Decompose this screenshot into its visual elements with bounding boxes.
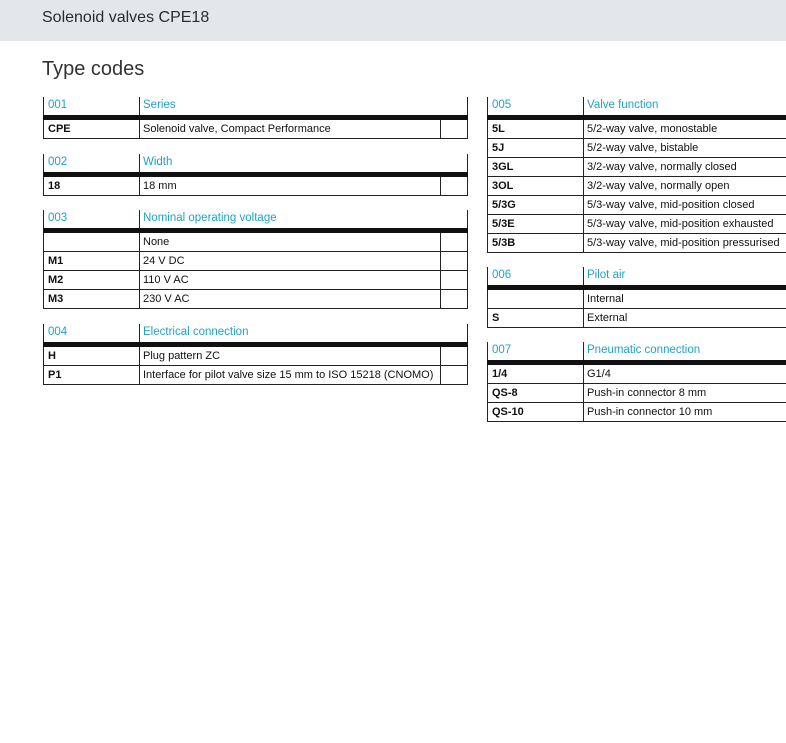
option-description: 18 mm	[143, 180, 177, 192]
option-code: 5/3B	[492, 237, 516, 249]
option-description: 110 V AC	[143, 274, 189, 286]
type-code-row	[487, 384, 786, 403]
option-code: QS-10	[492, 406, 524, 418]
group-header	[487, 267, 786, 285]
option-code: QS-8	[492, 387, 518, 399]
type-code-row	[43, 233, 468, 252]
option-description: 5/3-way valve, mid-position pressurised	[587, 237, 780, 249]
type-code-group-003	[43, 210, 468, 309]
option-code: H	[48, 350, 56, 362]
group-label: Nominal operating voltage	[143, 212, 277, 224]
column-divider	[139, 252, 140, 270]
section-title: Type codes	[42, 58, 145, 80]
type-code-row	[43, 177, 468, 196]
group-code: 006	[492, 269, 512, 281]
column-divider	[583, 196, 584, 214]
group-code: 002	[48, 156, 68, 168]
option-description: G1/4	[587, 368, 611, 380]
option-code: M3	[48, 293, 64, 305]
selection-column-divider	[440, 120, 441, 138]
option-description: 24 V DC	[143, 255, 185, 267]
option-code: 5/3G	[492, 199, 516, 211]
group-header	[487, 97, 786, 115]
option-description: 230 V AC	[143, 293, 190, 305]
option-code: S	[492, 312, 500, 324]
type-code-row	[487, 177, 786, 196]
column-divider	[139, 120, 140, 138]
option-description: 3/2-way valve, normally closed	[587, 161, 737, 173]
column-divider	[583, 120, 584, 138]
option-code: 5J	[492, 142, 505, 154]
option-code: M2	[48, 274, 64, 286]
type-code-row	[43, 366, 468, 385]
type-code-row	[487, 158, 786, 177]
column-divider	[139, 324, 140, 342]
group-code: 004	[48, 326, 68, 338]
group-label: Valve function	[587, 99, 659, 111]
option-code: 18	[48, 180, 61, 192]
selection-column-divider	[440, 366, 441, 384]
type-code-row	[487, 196, 786, 215]
type-code-row	[43, 120, 468, 139]
group-code: 007	[492, 344, 512, 356]
document-title: Solenoid valves CPE18	[42, 9, 210, 26]
column-divider	[583, 158, 584, 176]
type-code-row	[43, 252, 468, 271]
group-code: 001	[48, 99, 68, 111]
column-divider	[583, 290, 584, 308]
group-header	[43, 97, 468, 115]
option-code: P1	[48, 369, 62, 381]
type-code-row	[487, 139, 786, 158]
option-description: Internal	[587, 293, 624, 305]
group-code: 003	[48, 212, 68, 224]
type-code-row	[43, 347, 468, 366]
column-divider	[583, 97, 584, 115]
column-divider	[139, 210, 140, 228]
column-divider	[139, 366, 140, 384]
selection-column-divider	[440, 233, 441, 251]
option-description: Interface for pilot valve size 15 mm to ISO 15218 (CNOMO)	[143, 369, 434, 381]
option-code: 3OL	[492, 180, 514, 192]
group-label: Series	[143, 99, 176, 111]
column-divider	[583, 403, 584, 421]
type-code-row	[487, 403, 786, 422]
option-code: M1	[48, 255, 64, 267]
type-code-group-007	[487, 342, 786, 422]
group-label: Pneumatic connection	[587, 344, 701, 356]
type-code-group-001	[43, 97, 468, 139]
column-divider	[583, 234, 584, 252]
type-code-row	[487, 290, 786, 309]
group-header	[43, 154, 468, 172]
selection-column-divider	[440, 271, 441, 289]
column-divider	[139, 177, 140, 195]
option-description: 5/2-way valve, monostable	[587, 123, 718, 135]
option-code: 5L	[492, 123, 505, 135]
column-divider	[583, 177, 584, 195]
column-divider	[583, 139, 584, 157]
type-code-row	[487, 234, 786, 253]
option-description: 3/2-way valve, normally open	[587, 180, 730, 192]
column-divider	[583, 365, 584, 383]
selection-column-divider	[440, 347, 441, 365]
column-divider	[583, 215, 584, 233]
column-divider	[583, 384, 584, 402]
option-code: 5/3E	[492, 218, 515, 230]
option-description: External	[587, 312, 628, 324]
group-header	[43, 324, 468, 342]
option-description: 5/3-way valve, mid-position closed	[587, 199, 755, 211]
option-description: Plug pattern ZC	[143, 350, 221, 362]
option-description: 5/2-way valve, bistable	[587, 142, 699, 154]
type-code-group-005	[487, 97, 786, 253]
column-divider	[139, 97, 140, 115]
group-label: Electrical connection	[143, 326, 249, 338]
type-code-row	[43, 271, 468, 290]
selection-column-divider	[440, 252, 441, 270]
column-divider	[583, 342, 584, 360]
type-code-row	[487, 365, 786, 384]
group-header	[487, 342, 786, 360]
type-code-group-004	[43, 324, 468, 385]
option-description: None	[143, 236, 170, 248]
type-code-row	[487, 120, 786, 139]
type-code-group-006	[487, 267, 786, 328]
type-code-group-002	[43, 154, 468, 196]
type-code-row	[43, 290, 468, 309]
type-code-row	[487, 309, 786, 328]
option-description: 5/3-way valve, mid-position exhausted	[587, 218, 774, 230]
group-code: 005	[492, 99, 512, 111]
column-divider	[139, 271, 140, 289]
column-divider	[139, 290, 140, 308]
type-code-row	[487, 215, 786, 234]
selection-column-divider	[440, 290, 441, 308]
column-divider	[139, 347, 140, 365]
selection-column-divider	[440, 177, 441, 195]
group-label: Width	[143, 156, 173, 168]
option-code: 1/4	[492, 368, 508, 380]
group-label: Pilot air	[587, 269, 626, 281]
column-divider	[583, 309, 584, 327]
option-description: Push-in connector 10 mm	[587, 406, 713, 418]
option-description: Solenoid valve, Compact Performance	[143, 123, 331, 135]
column-divider	[583, 267, 584, 285]
column-divider	[139, 233, 140, 251]
option-code: 3GL	[492, 161, 514, 173]
option-code: CPE	[48, 123, 71, 135]
option-description: Push-in connector 8 mm	[587, 387, 707, 399]
column-divider	[139, 154, 140, 172]
group-header	[43, 210, 468, 228]
